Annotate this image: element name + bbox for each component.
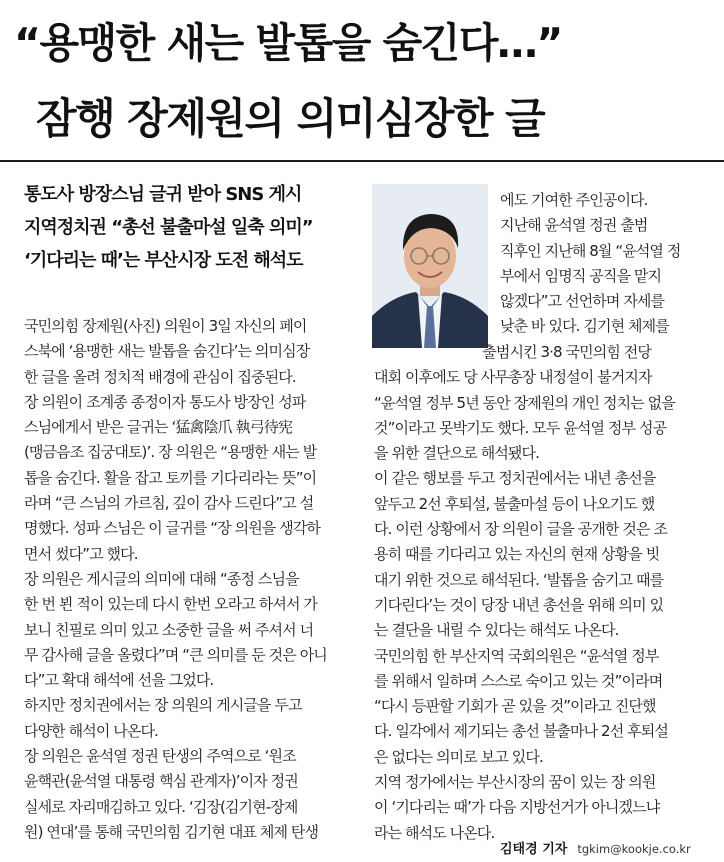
article-right-top-column [500, 188, 710, 340]
text-line: 스님에게서 받은 글귀는 ‘猛禽陰爪 執弓待宪 [24, 418, 293, 437]
portrait-photo [372, 184, 488, 348]
text-line: 다. 이런 상황에서 장 의원이 글을 공개한 것은 조 [374, 520, 668, 539]
text-line: 라며 “큰 스님의 가르침, 깊이 감사 드린다”고 설 [24, 494, 314, 513]
deck-line: 지역정치권 “총선 불출마설 일축 의미” [24, 217, 313, 238]
text-line: 톱을 숨긴다. 활을 잡고 토끼를 기다리라는 뜻”이 [24, 468, 317, 487]
headline-line-1: “용맹한 새는 발톱을 숨긴다…” [14, 19, 562, 67]
text-line: 이 ‘기다리는 때’가 다음 지방선거가 아니겠느냐 [374, 798, 660, 817]
text-line: 낮춘 바 있다. 김기현 체제를 [500, 317, 669, 336]
byline [500, 838, 691, 857]
text-line: (맹금음조 집궁대토)’. 장 의원은 “용맹한 새는 발 [24, 443, 317, 462]
text-line: 한 글을 올려 정치적 배경에 관심이 집중된다. [24, 367, 296, 386]
text-line: 직후인 지난해 8월 “윤석열 정 [500, 241, 681, 260]
headline-line-2: 잠행 장제원의 의미심장한 글 [36, 94, 545, 143]
text-line: 국민의힘 한 부산지역 국회의원은 “윤석열 정부 [374, 646, 659, 665]
text-line: 대회 이후에도 당 사무총장 내정설이 불거지자 [374, 368, 652, 387]
text-line: 용히 때를 기다리고 있는 자신의 현재 상황을 빗 [374, 545, 660, 564]
text-line: 를 위해서 일하며 스스로 숙이고 있는 것”이라며 [374, 671, 663, 690]
article-right-bottom-column [374, 340, 710, 846]
text-line: 은 없다는 의미로 보고 있다. [374, 747, 543, 766]
text-line: 무 감사해 글을 올렸다”며 “큰 의미를 둔 것은 아니 [24, 645, 327, 664]
text-line: 기다린다’는 것이 당장 내년 총선을 위해 의미 있 [374, 595, 664, 614]
article-left-column [24, 314, 360, 845]
subheadline-deck [24, 178, 374, 277]
text-line: 실세로 자리매김하고 있다. ‘김장(김기현-장제 [24, 797, 298, 816]
author-email: tgkim@kookje.co.kr [577, 842, 691, 856]
text-line: 다”고 확대 해석에 선을 그었다. [24, 671, 214, 690]
text-line: 지역 정가에서는 부산시장의 꿈이 있는 장 의원 [374, 773, 656, 792]
text-line: 장 의원은 게시글의 의미에 대해 “종정 스님을 [24, 569, 299, 588]
text-line: 한 번 뵌 적이 있는데 다시 한번 오라고 하셔서 가 [24, 595, 318, 614]
text-line: 에도 기여한 주인공이다. [500, 191, 648, 209]
text-line: 대기 위한 것으로 해석된다. ‘발톱을 숨기고 때를 [374, 570, 664, 589]
text-line: 이 같은 행보를 두고 정치권에서는 내년 총선을 [374, 469, 656, 488]
author-name: 김태경 기자 [500, 842, 568, 857]
text-line: 지난해 윤석열 정권 출범 [500, 216, 648, 235]
text-line: 보니 친필로 의미 있고 소중한 글을 써 주셔서 너 [24, 620, 314, 639]
text-line: 부에서 임명직 공직을 맡지 [500, 266, 662, 285]
text-line: 않겠다”고 선언하며 자세를 [500, 292, 665, 311]
text-line: “윤석열 정부 5년 동안 장제원의 개인 정치는 없을 [374, 393, 675, 412]
text-line: 라는 해석도 나온다. [374, 823, 495, 842]
text-line: 것”이라고 못박기도 했다. 모두 윤석열 정부 성공 [374, 418, 667, 437]
deck-line: ‘기다리는 때’는 부산시장 도전 해석도 [24, 250, 303, 271]
text-line: 장 의원이 조계종 종정이자 통도사 방장인 성파 [24, 392, 306, 411]
text-line: 다양한 해석이 나온다. [24, 721, 158, 740]
text-line: 출범시킨 3·8 국민의힘 전당 [374, 343, 651, 361]
text-line: 윤핵관(윤석열 대통령 핵심 관계자)’이자 정권 [24, 772, 298, 791]
portrait-illustration [372, 184, 488, 348]
headline-rule [0, 160, 724, 162]
text-line: 국민의힘 장제원(사진) 의원이 3일 자신의 페이 [24, 317, 307, 335]
text-line: “다시 등판할 기회가 곧 있을 것”이라고 진단했 [374, 697, 656, 716]
text-line: 앞두고 2선 후퇴설, 불출마설 등이 나오기도 했 [374, 494, 655, 513]
text-line: 스북에 ‘용맹한 새는 발톱을 숨긴다’는 의미심장 [24, 342, 310, 361]
text-line: 명했다. 성파 스님은 이 글귀를 “장 의원을 생각하 [24, 519, 321, 538]
text-line: 면서 썼다”고 했다. [24, 544, 138, 563]
text-line: 원) 연대’를 통해 국민의힘 김기현 대표 체제 탄생 [24, 822, 319, 841]
text-line: 하지만 정치권에서는 장 의원의 게시글을 두고 [24, 696, 302, 715]
text-line: 을 위한 결단으로 해석됐다. [374, 444, 539, 463]
text-line: 장 의원은 윤석열 정권 탄생의 주역으로 ‘원조 [24, 747, 296, 766]
headline [0, 0, 724, 160]
text-line: 다. 일각에서 제기되는 총선 불출마나 2선 후퇴설 [374, 722, 668, 741]
text-line: 는 결단을 내릴 수 있다는 해석도 나온다. [374, 621, 619, 640]
deck-line: 통도사 방장스님 글귀 받아 SNS 게시 [24, 184, 302, 205]
